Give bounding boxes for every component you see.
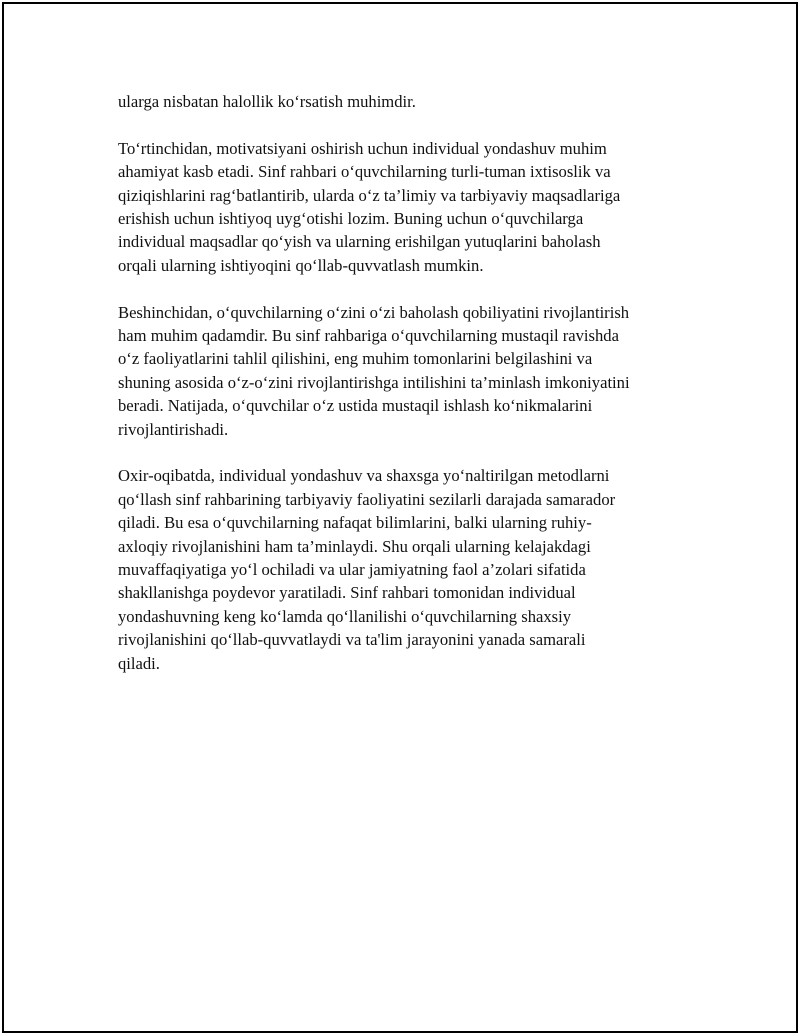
text-line: To‘rtinchidan, motivatsiyani oshirish uchun individual yondashuv muhim <box>118 138 607 158</box>
text-line: Oxir-oqibatda, individual yondashuv va shaxsga yo‘naltirilgan metodlarni <box>118 466 610 486</box>
text-line: qo‘llash sinf rahbarining tarbiyaviy faoliyatini sezilarli darajada samarador <box>118 489 616 509</box>
text-line: Beshinchidan, o‘quvchilarning o‘zini o‘zi baholash qobiliyatini rivojlantirish <box>118 302 630 322</box>
text-line: qiladi. Bu esa o‘quvchilarning nafaqat bilimlarini, balki ularning ruhiy- <box>118 513 592 533</box>
text-line: qiladi. <box>118 653 160 673</box>
paragraph-2 <box>118 137 688 277</box>
text-line: rivojlanishini qo‘llab-quvvatlaydi va ta'lim jarayonini yanada samarali <box>118 630 586 650</box>
text-line: beradi. Natijada, o‘quvchilar o‘z ustida mustaqil ishlash ko‘nikmalarini <box>118 396 593 416</box>
text-line: ham muhim qadamdir. Bu sinf rahbariga o‘quvchilarning mustaqil ravishda <box>118 326 619 346</box>
text-line: ularga nisbatan halollik ko‘rsatish muhimdir. <box>118 92 416 111</box>
document-body <box>118 90 688 699</box>
paragraph-4 <box>118 464 688 675</box>
text-line: axloqiy rivojlanishini ham ta’minlaydi. Shu orqali ularning kelajakdagi <box>118 536 591 556</box>
text-line: qiziqishlarini rag‘batlantirib, ularda o‘z ta’limiy va tarbiyaviy maqsadlariga <box>118 185 621 205</box>
paragraph-3 <box>118 301 688 441</box>
text-line: yondashuvning keng ko‘lamda qo‘llanilishi o‘quvchilarning shaxsiy <box>118 606 572 626</box>
text-line: ahamiyat kasb etadi. Sinf rahbari o‘quvchilarning turli-tuman ixtisoslik va <box>118 162 611 182</box>
text-line: orqali ularning ishtiyoqini qo‘llab-quvvatlash mumkin. <box>118 255 484 275</box>
text-line: individual maqsadlar qo‘yish va ularning erishilgan yutuqlarini baholash <box>118 232 601 252</box>
text-line: o‘z faoliyatlarini tahlil qilishini, eng muhim tomonlarini belgilashini va <box>118 349 593 369</box>
text-line: erishish uchun ishtiyoq uyg‘otishi lozim. Buning uchun o‘quvchilarga <box>118 209 584 229</box>
text-line: rivojlantirishadi. <box>118 419 229 439</box>
text-line: shakllanishga poydevor yaratiladi. Sinf rahbari tomonidan individual <box>118 583 576 603</box>
text-line: muvaffaqiyatiga yo‘l ochiladi va ular jamiyatning faol a’zolari sifatida <box>118 560 586 580</box>
text-line: shuning asosida o‘z-o‘zini rivojlantirishga intilishini ta’minlash imkoniyatini <box>118 372 630 392</box>
paragraph-1 <box>118 90 688 113</box>
